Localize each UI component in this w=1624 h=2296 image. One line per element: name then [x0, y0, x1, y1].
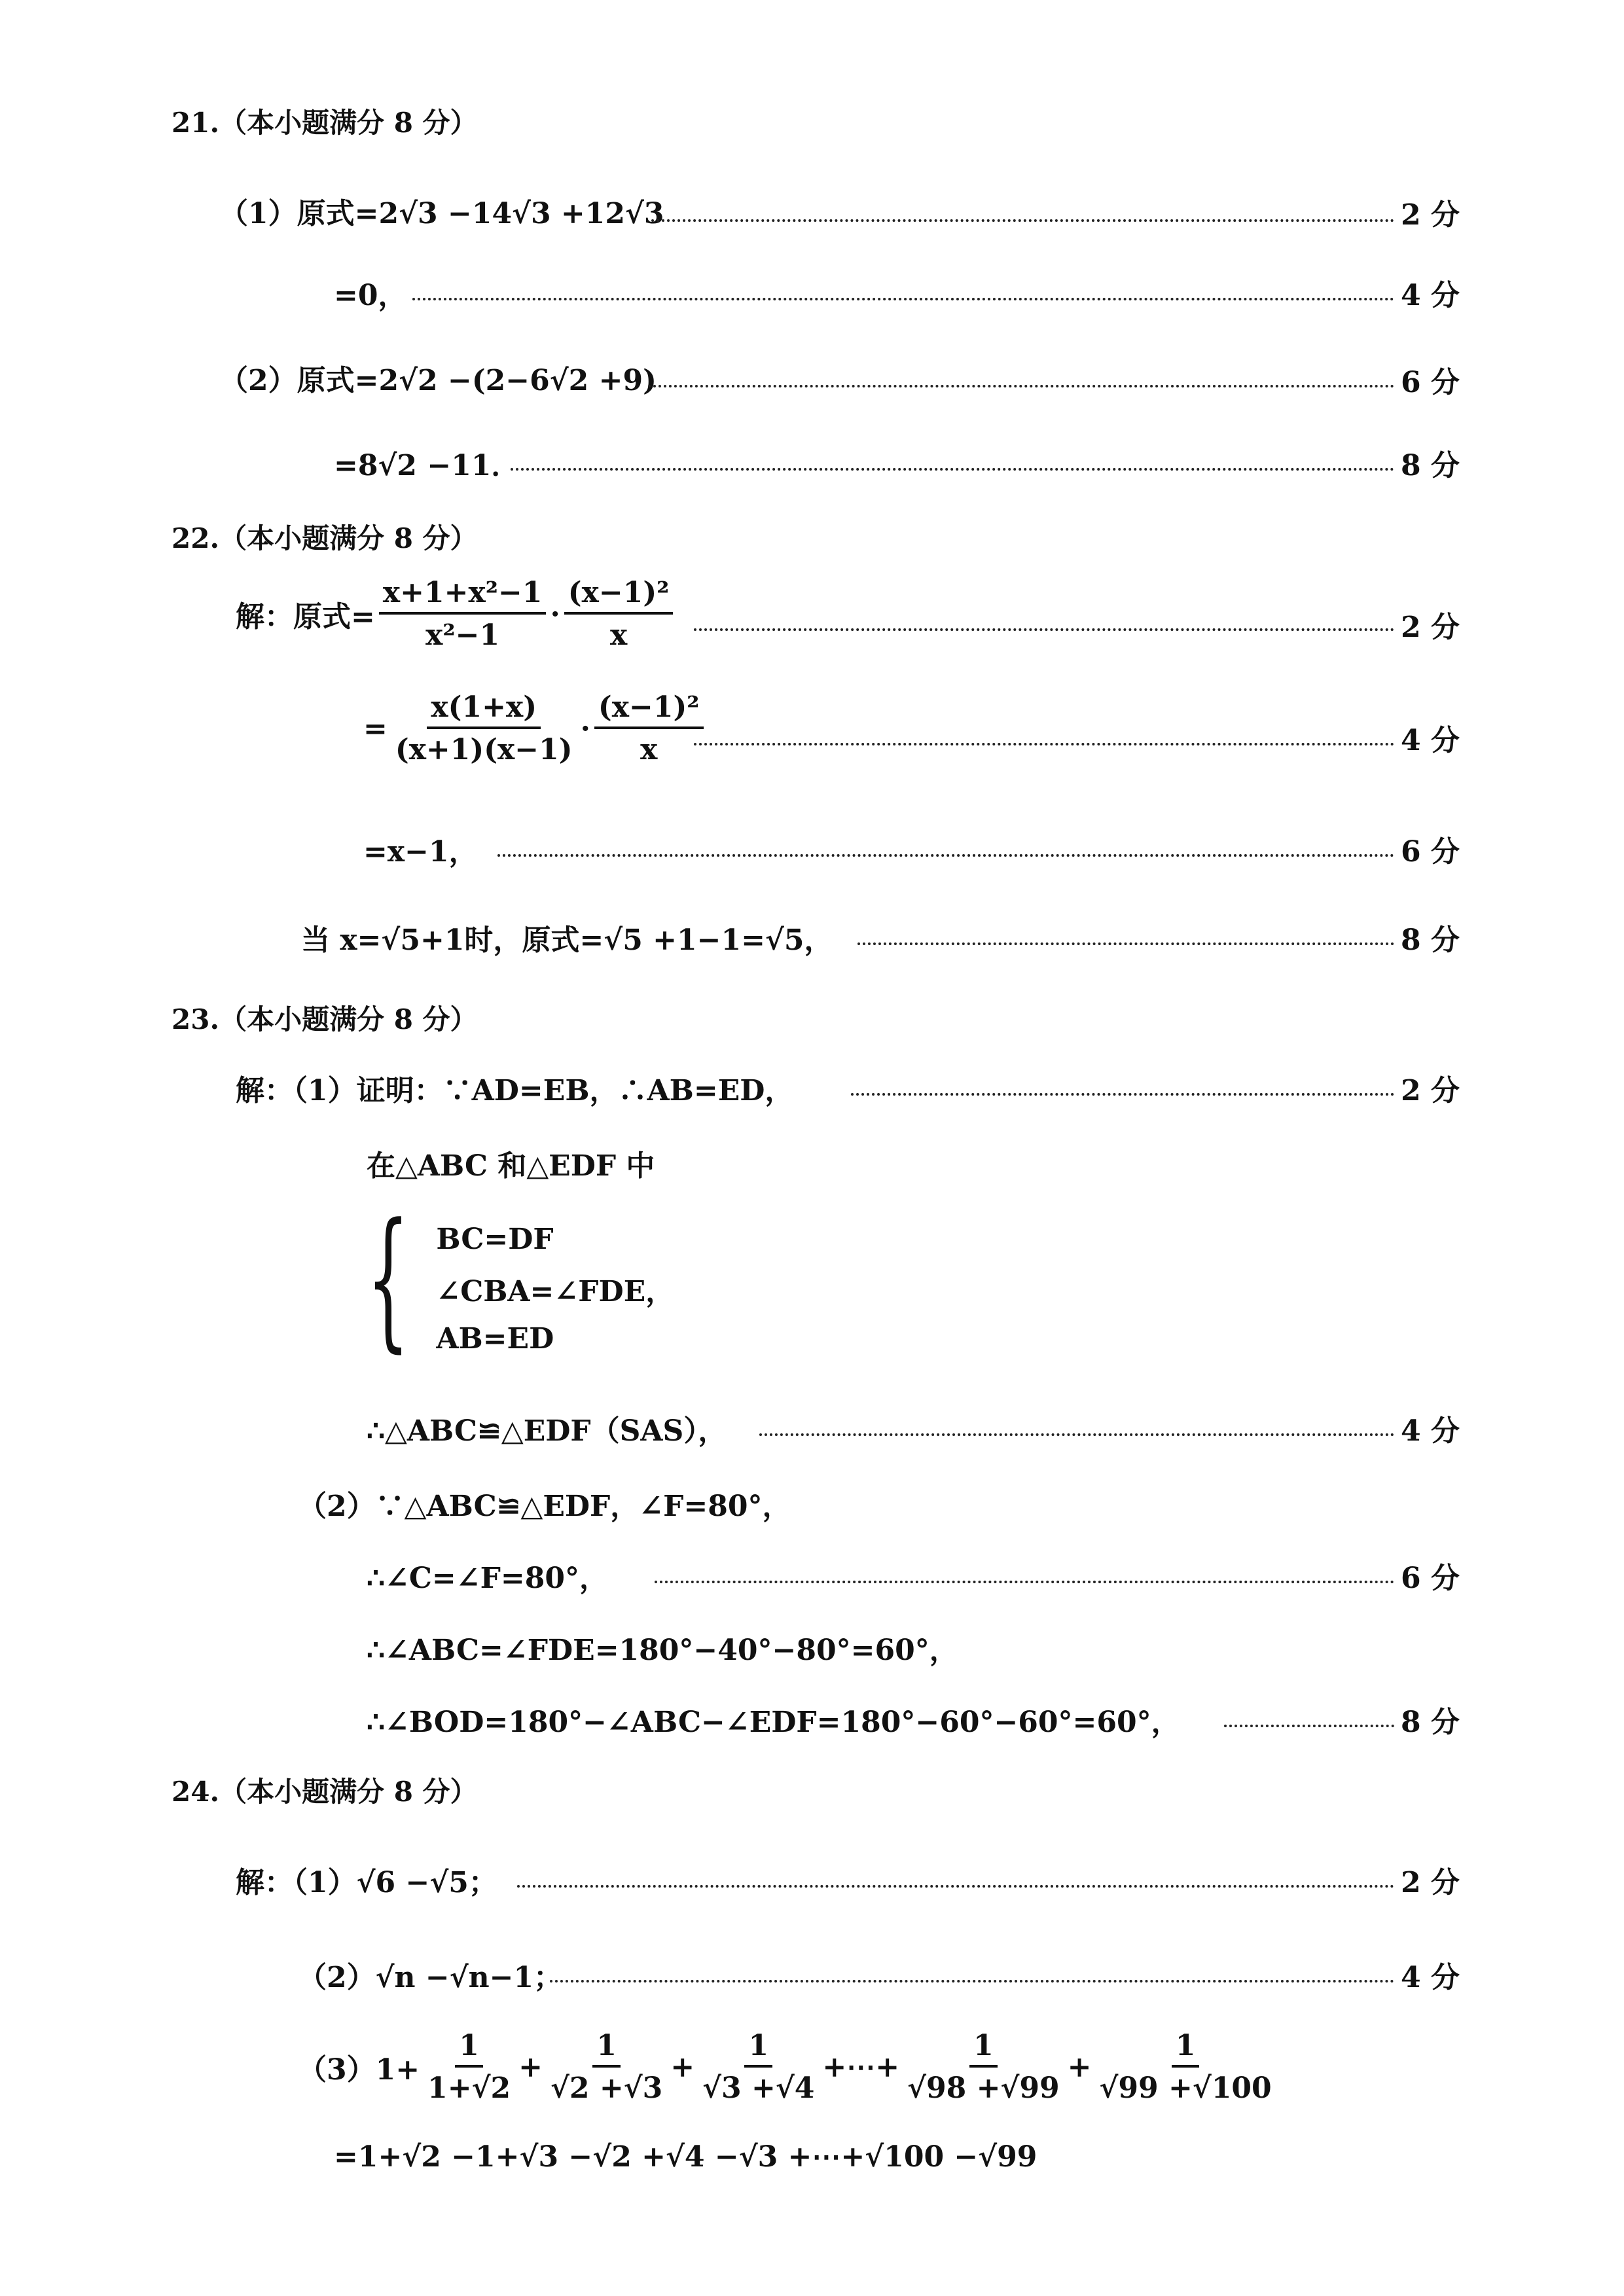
numerator: x+1+x²−1 — [379, 576, 547, 615]
leader-dots — [694, 743, 1394, 745]
denominator: x — [609, 619, 628, 652]
numerator: (x−1)² — [564, 576, 674, 615]
q22-intro: 解：原式= — [236, 600, 375, 634]
numerator: 1 — [1172, 2029, 1200, 2068]
leader-dots — [655, 1581, 1394, 1583]
q24-step3 — [298, 2029, 1280, 2105]
equation-system — [367, 1192, 675, 1367]
system-row: AB=ED — [436, 1321, 554, 1355]
system-rows — [436, 1214, 674, 1363]
ellipsis: +⋯+ — [822, 2050, 900, 2084]
fraction — [594, 691, 704, 766]
q23-step2: 在△ABC 和△EDF 中 — [367, 1149, 655, 1183]
q22-step1 — [236, 576, 677, 652]
denominator: x — [640, 733, 658, 766]
q22-header: 22.（本小题满分 8 分） — [171, 522, 478, 554]
q22-step3-points: 6 分 — [1401, 835, 1460, 869]
q21-part2 — [219, 357, 657, 399]
q24-step2-points: 4 分 — [1401, 1961, 1460, 1994]
q21-part1-points: 2 分 — [1401, 198, 1460, 232]
dot-operator: · — [550, 597, 560, 631]
q21-part2-label: （2） — [219, 364, 297, 397]
system-row: ∠CBA=∠FDE， — [436, 1275, 675, 1308]
leader-dots — [759, 1433, 1394, 1436]
system-row: BC=DF — [436, 1222, 554, 1256]
q23-part2-a-points: 6 分 — [1401, 1562, 1460, 1595]
leader-dots — [497, 854, 1394, 857]
leader-dots — [511, 468, 1394, 471]
numerator: (x−1)² — [594, 691, 704, 729]
q21-part2-expr: 原式=2√2 −(2−6√2 +9) — [297, 364, 657, 397]
numerator: 1 — [744, 2029, 772, 2068]
numerator: x(1+x) — [427, 691, 541, 729]
equals-sign: = — [363, 711, 388, 745]
fraction — [379, 576, 547, 652]
q21-part1 — [219, 190, 664, 232]
q21-part1-result: =0， — [334, 279, 407, 312]
q21-part1-result-points: 4 分 — [1401, 279, 1460, 312]
q21-part1-expr: 原式=2√3 −14√3 +12√3 — [297, 197, 664, 230]
q22-step4-points: 8 分 — [1401, 924, 1460, 957]
q24-step3-label: （3）1+ — [298, 2053, 420, 2087]
q23-step1: 解：（1）证明：∵AD=EB，∴AB=ED， — [236, 1074, 794, 1107]
q24-step4: =1+√2 −1+√3 −√2 +√4 −√3 +⋯+√100 −√99 — [334, 2140, 1038, 2174]
numerator: 1 — [969, 2029, 998, 2068]
fraction — [391, 691, 577, 766]
leader-dots — [412, 298, 1394, 300]
denominator: √98 +√99 — [907, 2072, 1060, 2105]
q24-step1: 解：（1）√6 −√5； — [236, 1866, 497, 1899]
q24-step1-points: 2 分 — [1401, 1866, 1460, 1899]
plus-sign: + — [670, 2050, 695, 2084]
plus-sign: + — [518, 2050, 543, 2084]
q22-step2 — [363, 691, 708, 766]
leader-dots — [694, 628, 1394, 631]
fraction — [564, 576, 674, 652]
fraction — [698, 2029, 818, 2105]
denominator: x²−1 — [425, 619, 500, 652]
denominator: 1+√2 — [427, 2072, 511, 2105]
denominator: √99 +√100 — [1099, 2072, 1272, 2105]
q23-step3-points: 4 分 — [1401, 1414, 1460, 1448]
leader-dots — [857, 942, 1394, 945]
q21-part1-label: （1） — [219, 197, 297, 230]
q24-header: 24.（本小题满分 8 分） — [171, 1776, 478, 1808]
fraction — [1096, 2029, 1276, 2105]
q22-step1-points: 2 分 — [1401, 611, 1460, 644]
leader-dots — [517, 1885, 1394, 1888]
leader-dots — [851, 1093, 1394, 1096]
q21-part2-result-points: 8 分 — [1401, 449, 1460, 482]
left-brace: { — [367, 1192, 410, 1367]
q21-part2-result: =8√2 −11． — [334, 449, 520, 482]
leader-dots — [651, 219, 1394, 222]
plus-sign: + — [1067, 2050, 1092, 2084]
q22-step4: 当 x=√5+1时，原式=√5 +1−1=√5， — [301, 924, 833, 957]
q22-step2-points: 4 分 — [1401, 724, 1460, 757]
q23-part2: （2）∵△ABC≌△EDF，∠F=80°， — [298, 1490, 791, 1523]
q23-part2-c: ∴∠BOD=180°−∠ABC−∠EDF=180°−60°−60°=60°， — [367, 1706, 1180, 1739]
fraction — [903, 2029, 1063, 2105]
fraction — [424, 2029, 514, 2105]
denominator: √3 +√4 — [702, 2072, 815, 2105]
q23-part2-b: ∴∠ABC=∠FDE=180°−40°−80°=60°， — [367, 1634, 958, 1667]
q21-part2-points: 6 分 — [1401, 366, 1460, 399]
q23-part2-c-points: 8 分 — [1401, 1706, 1460, 1739]
denominator: (x+1)(x−1) — [395, 733, 573, 766]
dot-operator: · — [580, 711, 590, 745]
leader-dots — [648, 385, 1394, 387]
fraction — [547, 2029, 666, 2105]
denominator: √2 +√3 — [550, 2072, 663, 2105]
q24-step2: （2）√n −√n−1； — [298, 1961, 563, 1994]
q23-step3: ∴△ABC≌△EDF（SAS）， — [367, 1414, 727, 1448]
q23-header: 23.（本小题满分 8 分） — [171, 1003, 478, 1035]
q23-part2-a: ∴∠C=∠F=80°， — [367, 1562, 608, 1595]
q22-step3: =x−1， — [363, 835, 478, 869]
q23-step1-points: 2 分 — [1401, 1074, 1460, 1107]
numerator: 1 — [592, 2029, 621, 2068]
numerator: 1 — [455, 2029, 483, 2068]
q21-header: 21.（本小题满分 8 分） — [171, 107, 478, 139]
leader-dots — [550, 1980, 1394, 1982]
leader-dots — [1224, 1725, 1394, 1727]
